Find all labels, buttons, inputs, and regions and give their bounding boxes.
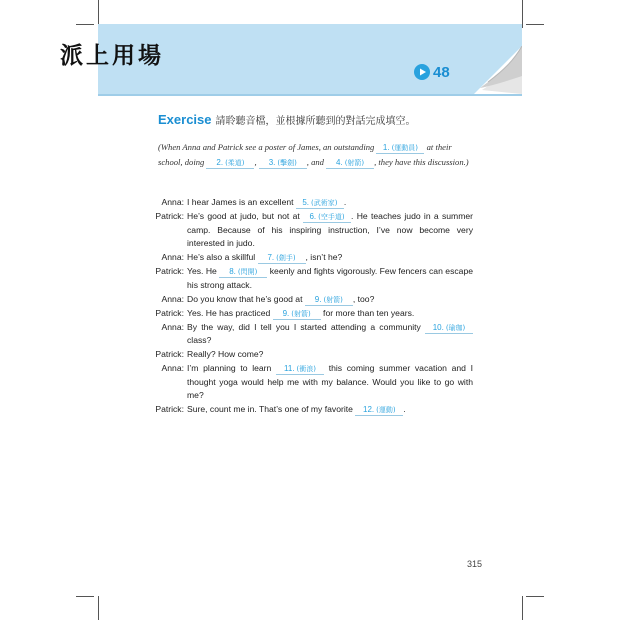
scenario-segment: at their school, doing <box>158 142 452 167</box>
answer-blank-4 <box>326 157 374 169</box>
text-segment: keenly and fights vigorously. Few fencers can escape his strong attack. <box>187 266 474 290</box>
speaker-name: Patrick: <box>155 349 184 360</box>
crop-mark <box>526 24 544 25</box>
text-segment: Yes. He <box>187 266 220 277</box>
scenario-text <box>158 140 476 169</box>
line-text <box>187 196 473 210</box>
blank-number: 9. <box>314 294 322 304</box>
play-icon[interactable] <box>414 64 430 80</box>
dialogue-line <box>0 265 620 292</box>
blank-answer: (瑜珈) <box>445 323 466 332</box>
speaker-name: Anna: <box>161 197 184 207</box>
line-text <box>187 321 473 348</box>
page-number: 315 <box>467 559 483 569</box>
exercise-heading <box>158 112 416 127</box>
dialogue-line <box>0 362 620 403</box>
blank-number: 6. <box>309 211 317 221</box>
blank-answer: (射箭) <box>291 309 311 318</box>
exercise-label: Exercise <box>158 112 212 127</box>
speaker-name: Anna: <box>161 363 184 374</box>
text-segment: class? <box>187 335 212 346</box>
scenario-segment: (When Anna and Patrick see a poster of James, an outstanding <box>158 142 377 152</box>
dialogue-line <box>0 307 620 321</box>
speaker-name: Anna: <box>161 252 184 263</box>
answer-blank-11 <box>276 363 324 375</box>
crop-mark <box>98 596 99 620</box>
text-segment: . <box>343 197 347 207</box>
line-text <box>187 403 473 417</box>
dialogue <box>0 196 620 417</box>
answer-blank-8 <box>219 266 267 278</box>
answer-blank-3 <box>259 157 307 169</box>
dialogue-line <box>0 210 620 251</box>
speaker-name: Patrick: <box>155 266 184 277</box>
text-segment: , too? <box>352 293 375 304</box>
blank-number: 4. <box>336 157 343 167</box>
answer-blank-6 <box>303 211 351 223</box>
blank-number: 7. <box>267 253 275 263</box>
text-segment: I’m planning to learn <box>187 363 276 374</box>
text-segment: this coming summer vacation and I thought yoga would help me with my balance. Would you like to go with me? <box>187 363 473 401</box>
text-segment: Sure, count me in. That’s one of my favorite <box>187 404 356 415</box>
crop-mark <box>76 596 94 597</box>
text-segment: Really? How come? <box>187 349 264 360</box>
blank-answer: (柔道) <box>225 158 245 167</box>
blank-answer: (空手道) <box>318 212 345 221</box>
text-segment: . <box>403 404 406 415</box>
blank-number: 3. <box>268 157 276 167</box>
answer-blank-2 <box>206 157 254 169</box>
crop-mark <box>522 0 523 28</box>
crop-mark <box>522 596 523 620</box>
crop-mark <box>526 596 544 597</box>
audio-track[interactable] <box>414 62 450 82</box>
dialogue-line <box>0 348 620 362</box>
blank-number: 5. <box>302 198 310 207</box>
text-segment: I hear James is an excellent <box>187 197 296 207</box>
blank-answer: (閃開) <box>237 268 258 277</box>
answer-blank-9 <box>305 294 353 306</box>
blank-answer: (射箭) <box>323 295 343 304</box>
dialogue-line <box>0 403 620 417</box>
text-segment: He’s good at judo, but not at <box>187 210 304 221</box>
text-segment: , isn’t he? <box>305 252 343 263</box>
blank-number: 12. <box>363 405 375 415</box>
exercise-instruction: 請聆聽音檔，並根據所聽到的對話完成填空。 <box>215 116 416 127</box>
blank-answer: (衝浪) <box>296 365 316 374</box>
line-text <box>187 348 473 362</box>
dialogue-line <box>0 196 620 210</box>
scenario-segment: , and <box>306 156 327 167</box>
answer-blank-7 <box>258 252 306 264</box>
line-text <box>187 265 473 292</box>
text-segment: . He teaches judo in a summer camp. Because of his inspiring instruction, I’ve now become very interested in judo. <box>187 210 473 249</box>
answer-blank-1 <box>376 142 424 154</box>
line-text <box>187 293 473 307</box>
answer-blank-5 <box>296 197 347 209</box>
line-text <box>187 362 473 403</box>
answer-blank-9b <box>273 308 321 320</box>
text-segment: By the way, did I tell you I started attending a community <box>187 321 425 332</box>
blank-number: 11. <box>284 364 295 374</box>
blank-answer: (運動) <box>376 406 396 415</box>
blank-answer: (武術家) <box>311 199 338 207</box>
speaker-name: Anna: <box>161 293 184 304</box>
dialogue-line <box>0 293 620 307</box>
text-segment: He’s also a skillful <box>187 252 258 263</box>
blank-number: 9. <box>282 308 290 318</box>
line-text <box>187 251 473 265</box>
blank-number: 2. <box>216 157 224 167</box>
page-curl-icon <box>474 46 522 94</box>
line-text <box>187 307 473 321</box>
blank-number: 10. <box>432 322 444 332</box>
blank-number: 8. <box>229 267 236 277</box>
blank-answer: (射箭) <box>344 158 365 167</box>
blank-answer: (擊劍) <box>277 158 297 167</box>
crop-mark <box>76 24 94 25</box>
answer-blank-12 <box>355 404 406 416</box>
scenario-segment: , <box>254 156 259 167</box>
speaker-name: Patrick: <box>155 307 184 318</box>
text-segment: Yes. He has practiced <box>187 307 273 318</box>
speaker-name: Patrick: <box>155 210 184 221</box>
answer-blank-10 <box>425 322 473 334</box>
dialogue-line <box>0 321 620 348</box>
blank-number: 1. <box>382 143 390 152</box>
text-segment: Do you know that he’s good at <box>187 293 305 304</box>
track-number: 48 <box>433 63 450 81</box>
page-title: 派上用場 <box>60 43 164 69</box>
speaker-name: Patrick: <box>155 404 184 415</box>
speaker-name: Anna: <box>161 321 184 332</box>
line-text <box>187 210 473 251</box>
dialogue-line <box>0 251 620 265</box>
blank-answer: (運動員) <box>391 144 419 152</box>
blank-answer: (劍手) <box>276 254 296 263</box>
text-segment: for more than ten years. <box>320 307 415 318</box>
scenario-segment: , they have this discussion.) <box>374 156 469 167</box>
